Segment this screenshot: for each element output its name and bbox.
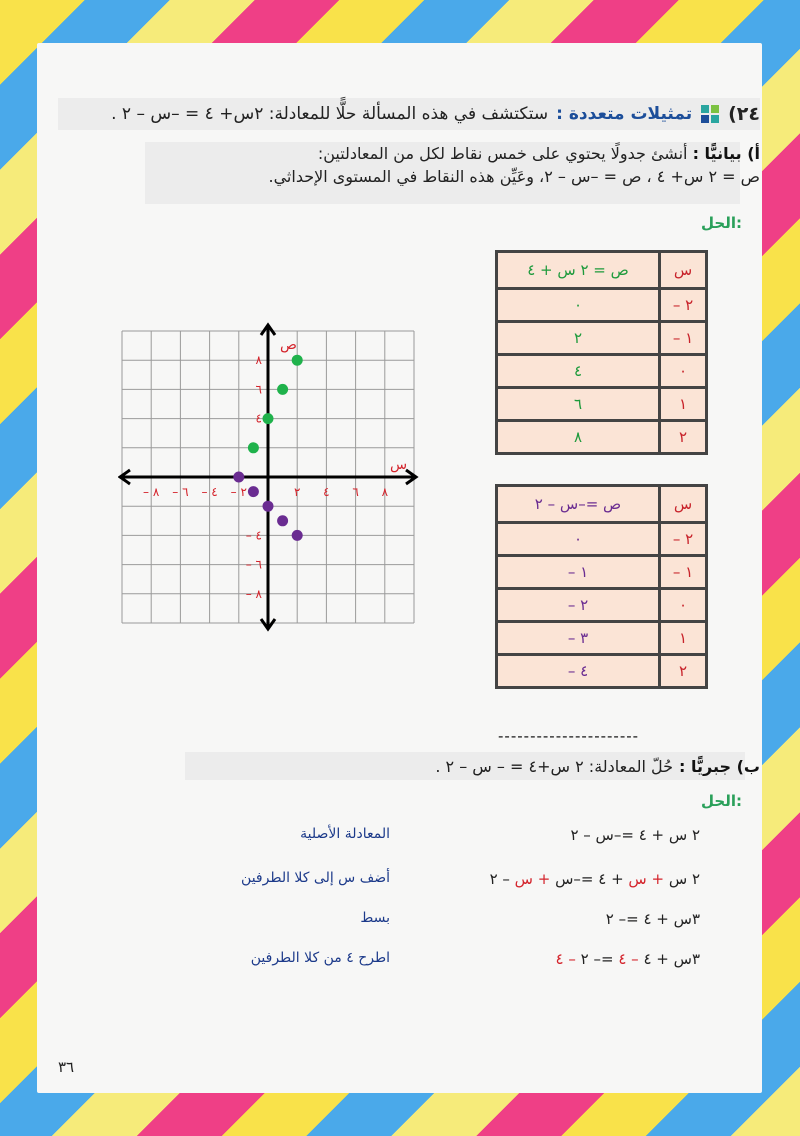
y-axis-label: ص	[280, 337, 297, 353]
part-a-line1: أنشئ جدولًا يحتوي على خمس نقاط لكل من المعادلتين:	[317, 144, 688, 163]
step4-equation	[400, 950, 700, 968]
part-b-row	[185, 752, 760, 780]
step2-added-term: + س	[628, 870, 665, 888]
step4-subtracted-term: – ٤	[555, 950, 576, 968]
point-line2	[277, 515, 288, 526]
x-tick-label: ٦	[352, 485, 359, 499]
point-line2	[292, 530, 303, 541]
step3-description: بسط	[360, 910, 390, 926]
part-b-text: حُلّ المعادلة: ٢ س+٤ = – س – ٢ .	[435, 756, 674, 776]
y-tick-label: ٤	[255, 411, 262, 426]
point-line2	[263, 501, 274, 512]
table1-cell: ٠	[661, 356, 705, 386]
point-line2	[233, 472, 244, 483]
table2-cell: – ١	[498, 557, 658, 587]
point-line2	[248, 486, 259, 497]
step4-part: ٣س + ٤	[638, 950, 700, 968]
table2-cell: ٢	[661, 656, 705, 686]
table2-cell: – ٤	[498, 656, 658, 686]
part-a-text	[145, 142, 760, 188]
point-line1	[277, 384, 288, 395]
page-number: ٣٦	[58, 1058, 75, 1076]
step4-subtracted-term: – ٤	[618, 950, 639, 968]
step1-description: المعادلة الأصلية	[300, 826, 390, 842]
y-tick-label: – ٨	[245, 586, 262, 601]
part-b-label: ب) جبريًّا :	[679, 756, 760, 776]
x-tick-label: ٤	[323, 485, 330, 499]
table1-cell: – ٢	[661, 290, 705, 320]
step2-equation	[400, 870, 700, 888]
x-tick-label: – ٤	[201, 485, 218, 499]
question-number: ٢٤)	[728, 103, 760, 125]
table1-cell: ٢	[661, 422, 705, 452]
step2-part: + ٤ =–س	[550, 870, 629, 888]
table2-cell: – ٢	[498, 590, 658, 620]
question-topic: تمثيلات متعددة :	[556, 104, 693, 124]
part-a-line2: ص = ٢ س+ ٤ ، ص = –س – ٢، وعَيِّن هذه النقاط في المستوى الإحداثي.	[268, 167, 760, 186]
table2-cell: – ٢	[661, 524, 705, 554]
section-divider: ----------------------	[498, 727, 640, 745]
y-tick-label: – ٦	[245, 557, 262, 572]
y-tick-label: – ٤	[245, 528, 262, 543]
table2-cell: – ١	[661, 557, 705, 587]
table2-cell: ٠	[661, 590, 705, 620]
puzzle-icon	[700, 104, 720, 124]
step2-part: ٢ س	[664, 870, 700, 888]
step3-equation: ٣س + ٤ =– ٢	[605, 910, 700, 928]
table2-cell: ١	[661, 623, 705, 653]
coordinate-plane	[118, 322, 423, 632]
x-tick-label: – ٨	[143, 485, 160, 499]
table1-header-y: ص = ٢ س + ٤	[498, 253, 658, 287]
table1-cell: ٠	[498, 290, 658, 320]
solution-label-a: الحل:	[701, 214, 742, 232]
x-tick-label: ٢	[293, 485, 301, 499]
question-row	[60, 98, 760, 130]
table2-header-x: س	[661, 487, 705, 521]
x-tick-label: ٨	[381, 485, 389, 499]
axes	[120, 325, 416, 629]
step4-description: اطرح ٤ من كلا الطرفين	[250, 950, 390, 966]
step1-equation: ٢ س + ٤ =–س – ٢	[570, 826, 700, 844]
table2-header-y: ص =–س – ٢	[498, 487, 658, 521]
step2-description: أضف س إلى كلا الطرفين	[241, 870, 390, 886]
table1-cell: ٨	[498, 422, 658, 452]
point-line1	[263, 413, 274, 424]
point-line1	[292, 355, 303, 366]
table1-cell: – ١	[661, 323, 705, 353]
step2-part: – ٢	[489, 870, 515, 888]
table1-cell: ١	[661, 389, 705, 419]
table1-header-x: س	[661, 253, 705, 287]
part-a-label: أ) بيانيًّا :	[692, 144, 760, 163]
table2-cell: – ٣	[498, 623, 658, 653]
table1-cell: ٦	[498, 389, 658, 419]
x-axis-label: س	[390, 457, 408, 473]
question-text: ستكتشف في هذه المسألة حلًّا للمعادلة: ٢س+ ٤ = –س – ٢ .	[111, 104, 549, 124]
table1-cell: ٢	[498, 323, 658, 353]
solution-label-b: الحل:	[701, 792, 742, 810]
table-y-equals-2x-plus-4	[495, 250, 708, 455]
step2-added-term: + س	[514, 870, 551, 888]
point-line1	[248, 442, 259, 453]
table-y-equals-neg-x-minus-2	[495, 484, 708, 689]
x-tick-label: – ٦	[172, 485, 189, 499]
y-tick-label: ٨	[255, 353, 262, 368]
x-tick-label: – ٢	[230, 485, 247, 499]
table1-cell: ٤	[498, 356, 658, 386]
y-tick-label: ٦	[255, 382, 262, 397]
step4-part: =– ٢	[575, 950, 619, 968]
table2-cell: ٠	[498, 524, 658, 554]
